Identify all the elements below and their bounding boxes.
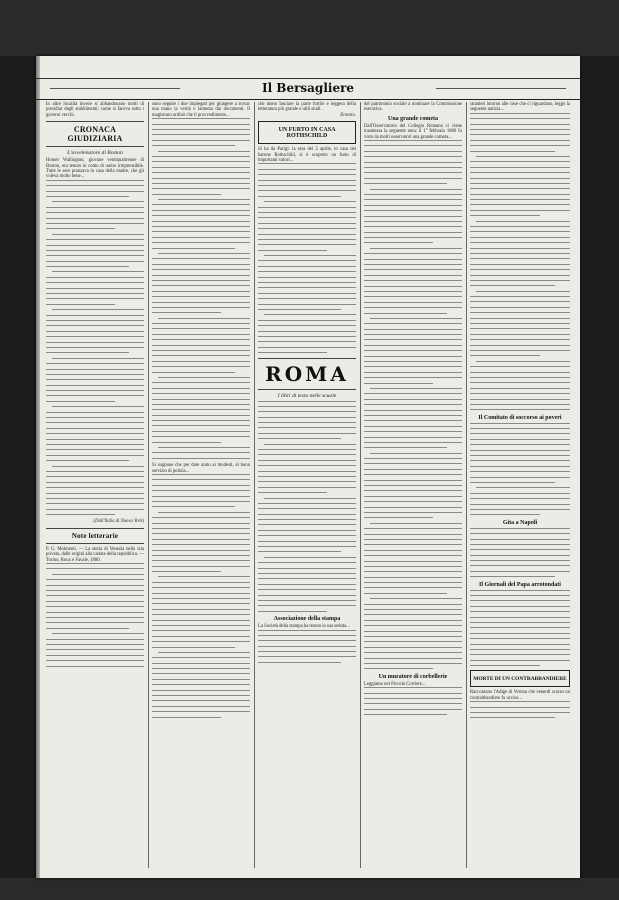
masthead xyxy=(36,78,580,100)
column-2-continued: Si suppone che per dare aiuto ai modesti, al buon servizio di polizia... xyxy=(152,463,250,474)
notes-body: P. G. Molmenti. — La storia di Venezia nella vita privata, dalle origini alla caduta della repubblica. — Torino, Roux e Favale, 1880. xyxy=(46,546,144,563)
article-title-muratore: Un muratore di corbellerie xyxy=(378,673,448,680)
newspaper-page xyxy=(36,56,580,878)
article-body: Homer Wallington, giovane ventiquattrenne di Boston, era tenuto in conto di uomo irreprensibile. Tutte le sere pranzava in casa della madre, che gli voleva molto bene... xyxy=(46,158,144,180)
article-text-lines xyxy=(46,180,144,515)
section-title-roma: ROMA xyxy=(265,361,349,386)
article-body-associazione: La Società della stampa ha tenuto la sua seduta... xyxy=(258,624,350,630)
article-title-gita: Gita a Napoli xyxy=(502,519,538,526)
article-body-muratore: Leggiamo nel Piccolo Corriere... xyxy=(364,681,426,687)
notice-box-body: Raccontano l'Adige di Verona che venerdì scorso un contrabbandiere fu ucciso... xyxy=(470,690,570,701)
article-title-comitato: Il Comitato di soccorso ai poveri xyxy=(478,414,562,421)
column-4-top: del patrimonio sociale a nominare la Commissione esecutiva. xyxy=(364,102,462,113)
article-body-furto: Si ha da Parigi: la sera del 2 aprile, in casa del barone Rothschild, si è scoperto un furto di importanti valori... xyxy=(258,147,356,164)
article-title-giornali: Il Giornali del Papa arrotondati xyxy=(479,581,561,588)
column-2-body: sono seguite i due impiegati per giungere a trovar una mano la verità e lamenta dai documenti. Il magistrato ordinò che il provvedimento... xyxy=(152,102,250,118)
column-1 xyxy=(46,102,144,868)
notice-box-title: MORTE DI UN CONTRABBANDIERE xyxy=(473,676,567,683)
newspaper-title: Il Bersagliere xyxy=(261,81,355,95)
article-title-furto: UN FURTO IN CASA ROTHSCHILD xyxy=(278,127,336,140)
column-3 xyxy=(258,102,356,868)
column-5-top: stranieri intorno alle cose che ci riguardano, leggo la seguente notizia... xyxy=(470,102,570,113)
article-title-cometa: Una grande cometa xyxy=(388,115,438,122)
article-title-associazione: Associazione della stampa xyxy=(273,616,341,623)
section-title-cronaca: CRONACA GIUDIZIARIA xyxy=(67,125,123,144)
article-headline-box xyxy=(258,121,356,144)
column-5 xyxy=(470,102,570,868)
column-2 xyxy=(152,102,250,868)
page-binding xyxy=(36,56,40,878)
article-subtitle-libri: I libri di testo nelle scuole xyxy=(277,392,337,399)
notice-box xyxy=(470,670,570,687)
column-4 xyxy=(364,102,462,868)
column-3-top: che meno lasciare la parte fortile e leggera della letteratura più grande e utili studi. xyxy=(258,102,356,113)
article-source: (Dall'Italia di Nuova York) xyxy=(93,519,144,525)
scan-border-bottom xyxy=(0,878,619,900)
column-1-intro: In altre località invece si abbandonano molti di presidiar degli stabilimenti; come si faceva sotto i governi vecchi. xyxy=(46,102,144,118)
article-body-cometa: Dall'Osservatorio del Collegio Romano ci viene trasmessa la seguente nota: il 1° febbraio 1880 fu visto da molti osservatori una grande cometa... xyxy=(364,123,462,140)
section-title-note-letterarie: Note letterarie xyxy=(71,531,119,540)
scan-border-top xyxy=(0,0,619,56)
article-subtitle: L'avvelenatore di Boston xyxy=(67,150,123,157)
article-byline: Ernesto. xyxy=(340,112,356,118)
